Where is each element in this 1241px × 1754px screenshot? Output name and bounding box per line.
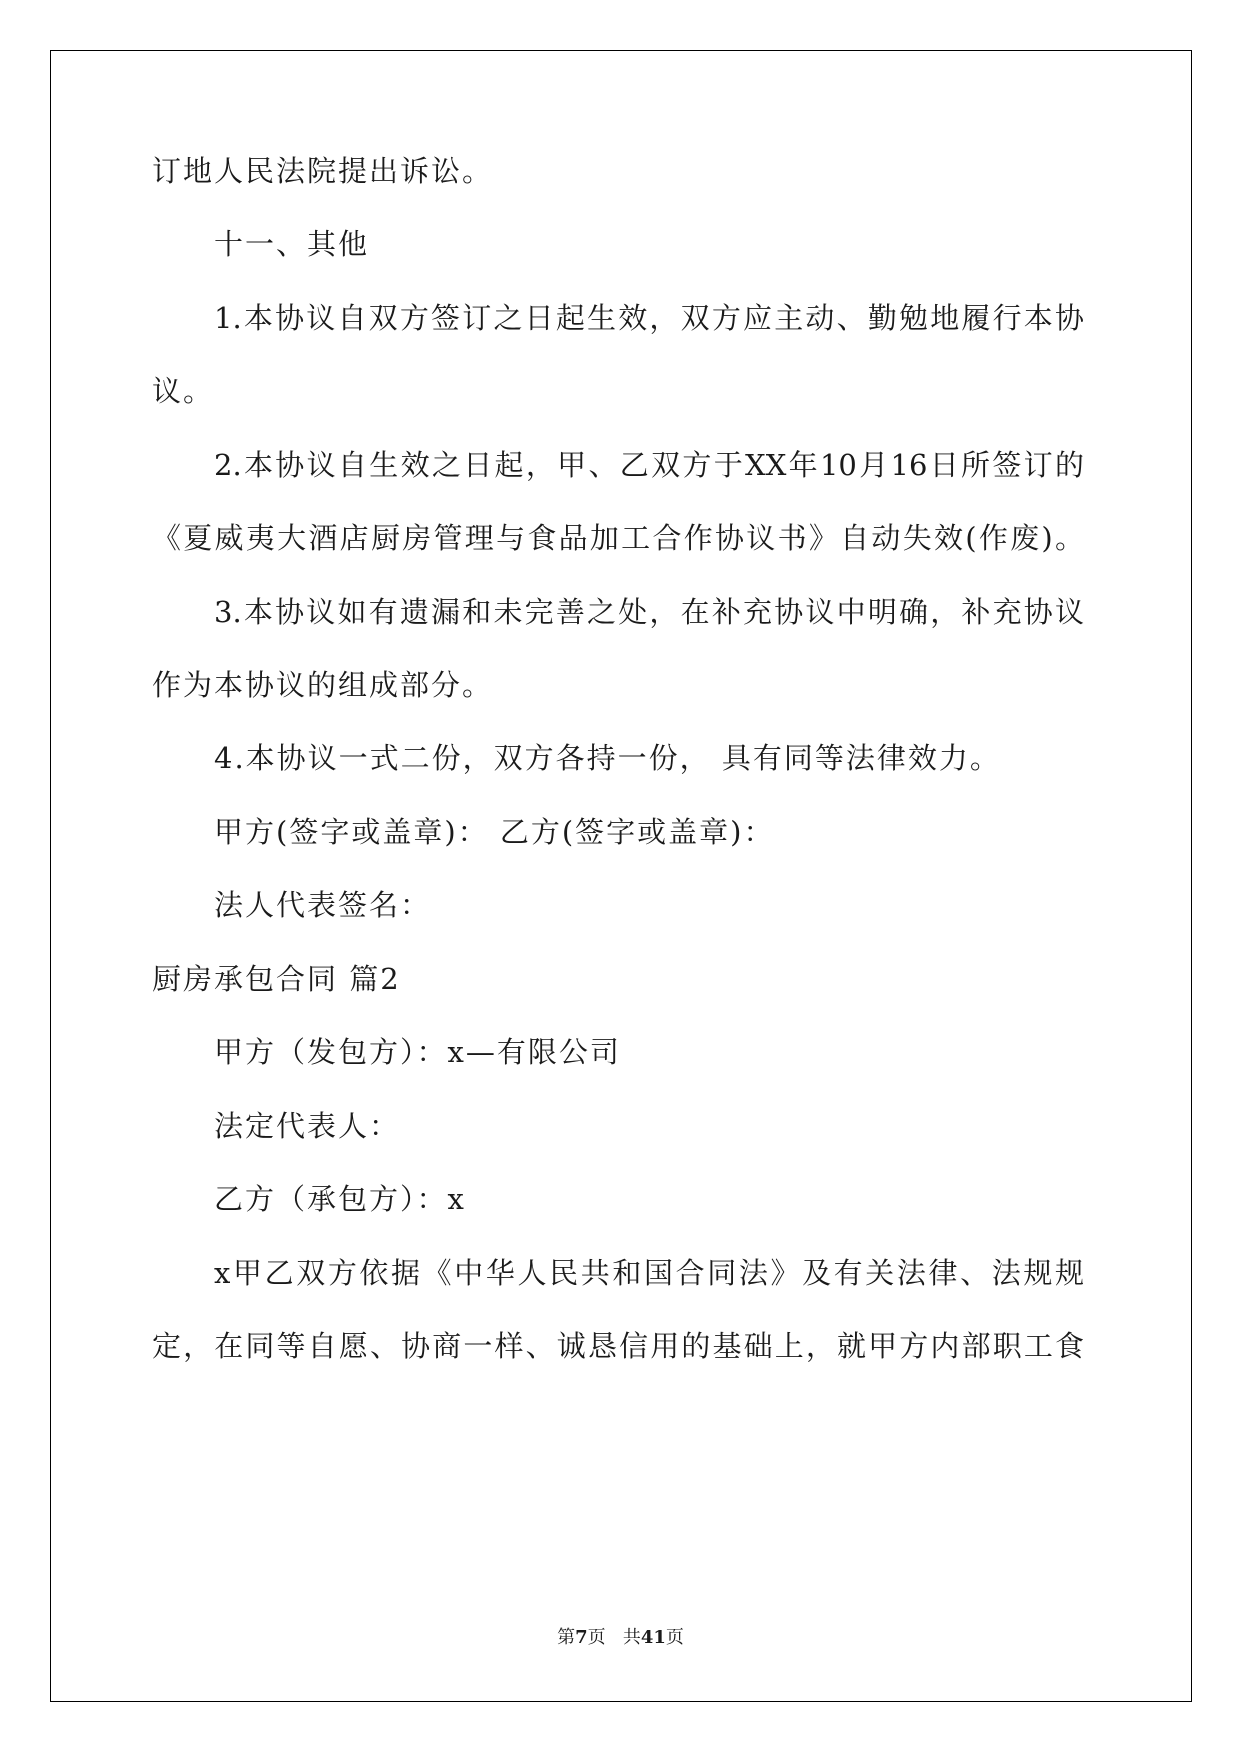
- preamble-line-1: x甲乙双方依据《中华人民共和国合同法》及有关法律、法规规: [214, 1256, 1084, 1290]
- legal-rep-signature: 法人代表签名：: [214, 888, 432, 922]
- clause-3-line-1: 3.本协议如有遗漏和未完善之处，在补充协议中明确，补充协议: [214, 595, 1084, 629]
- clause-3-line-2: 作为本协议的组成部分。: [152, 668, 494, 702]
- preamble-line-2: 定，在同等自愿、协商一样、诚恳信用的基础上，就甲方内部职工食: [152, 1329, 1084, 1363]
- clause-2-line-1: 2.本协议自生效之日起，甲、乙双方于XX年10月16日所签订的: [214, 448, 1084, 482]
- clause-2-line-2: 《夏威夷大酒店厨房管理与食品加工合作协议书》自动失效(作废)。: [152, 521, 1084, 555]
- footer-prefix: 第: [557, 1627, 576, 1648]
- page-footer: [0, 1627, 1241, 1649]
- footer-total-suffix: 页: [665, 1627, 684, 1648]
- total-pages-number: 41: [640, 1627, 666, 1648]
- signature-parties: 甲方(签字或盖章)： 乙方(签字或盖章)：: [214, 815, 775, 849]
- clause-4: 4.本协议一式二份，双方各持一份， 具有同等法律效力。: [214, 741, 1001, 775]
- text-line-1: 订地人民法院提出诉讼。: [152, 154, 494, 188]
- clause-1-line-2: 议。: [152, 374, 215, 408]
- footer-total-prefix: 共: [622, 1627, 641, 1648]
- section-title-contract-2: 厨房承包合同 篇2: [152, 962, 401, 996]
- party-a: 甲方（发包方）：x—有限公司: [214, 1035, 621, 1069]
- current-page-number: 7: [575, 1627, 588, 1648]
- legal-representative: 法定代表人：: [214, 1109, 401, 1143]
- clause-1-line-1: 1.本协议自双方签订之日起生效，双方应主动、勤勉地履行本协: [214, 301, 1084, 335]
- section-heading-other: 十一、其他: [214, 227, 370, 261]
- party-b: 乙方（承包方）：x: [214, 1182, 466, 1216]
- footer-page-word: 页: [587, 1627, 606, 1648]
